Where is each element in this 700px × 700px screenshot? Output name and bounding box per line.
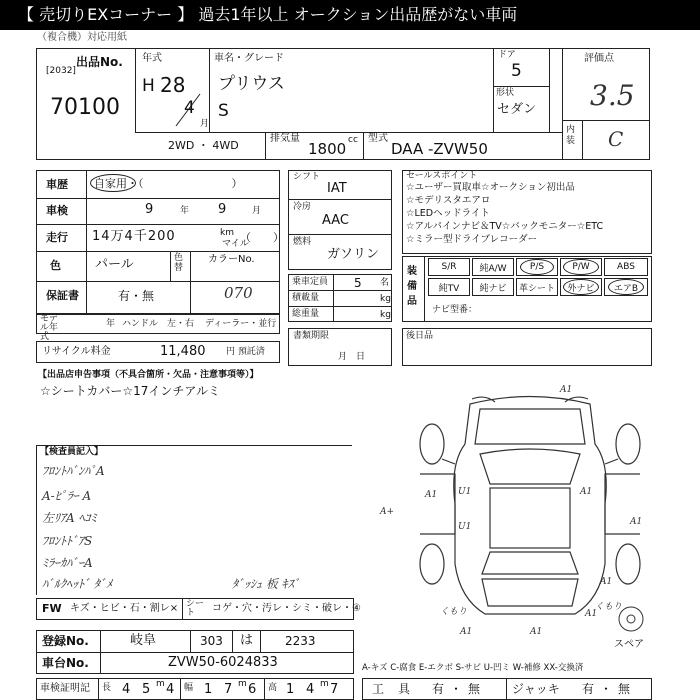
chassis-value: ZVW50-6024833: [168, 655, 278, 670]
navi-model-label: ナビ型番：: [432, 305, 478, 315]
interior-label: 内装: [566, 125, 576, 146]
circle-airbag: [608, 279, 644, 295]
dims-height-2: 4: [306, 682, 315, 697]
registration-label: 登録No.: [42, 634, 89, 648]
circle-ext-navi: [563, 279, 599, 295]
dims-height-3: 7: [330, 682, 339, 697]
inspector-line-5: ﾐﾗｰｶﾊﾞｰA: [42, 556, 93, 570]
kumori-left: くもり: [440, 607, 468, 617]
month-value: 4: [184, 98, 195, 118]
equip-airbag: エアB: [604, 278, 648, 296]
dims-length-3: 4: [166, 682, 175, 697]
registration-number: 2233: [285, 634, 316, 648]
sales-item-1: ☆ユーザー買取車☆オークション初出品: [406, 182, 575, 193]
recycle-value: 11,480: [160, 344, 206, 359]
color-value: パール: [95, 257, 134, 272]
fw-sheet-items: コゲ・穴・汚レ・シミ・破レ・④: [212, 603, 361, 614]
dims-width-3: 6: [248, 682, 257, 697]
circle-pw: [563, 259, 599, 275]
month-unit: 月: [200, 119, 210, 129]
dims-label: 車検証明記: [40, 683, 90, 694]
equip-pw: P/W: [560, 258, 602, 276]
type-label: 型式: [368, 133, 388, 144]
recycle-unit: 円 預託済: [226, 347, 265, 357]
color-label: 色: [50, 259, 61, 272]
warranty-value: 有・無: [118, 289, 155, 303]
spare-tire-icon: [616, 604, 646, 634]
cc-unit: cc: [348, 135, 358, 145]
displacement-value: 1800: [308, 140, 347, 158]
year-value: 28: [160, 73, 186, 97]
model-type: DAA -ZVW50: [391, 140, 488, 158]
capacity-label: 乗車定員: [292, 277, 329, 287]
docs-unit: 月 日: [338, 352, 366, 362]
mark-a1-br: A1: [585, 609, 598, 619]
lot-prefix: [2032]: [46, 66, 76, 76]
inspector-label: 【検査員記入】: [40, 447, 104, 457]
header-title: 【 売切りEXコーナー 】 過去1年以上 オークション出品歴がない車両: [18, 5, 518, 24]
notes-text: ☆シートカバー☆17インチアルミ: [40, 384, 220, 398]
mark-u1-b: U1: [458, 522, 472, 532]
mark-aplus-left: A+: [380, 507, 395, 517]
car-name: プリウス: [218, 74, 285, 94]
shift-label: シフト: [293, 172, 321, 182]
shape-value: セダン: [497, 102, 537, 117]
shift-value: IAT: [327, 181, 347, 196]
ac-value: AAC: [322, 213, 349, 228]
mileage-paren: （ ）: [240, 231, 284, 244]
car-damage-diagram: [380, 384, 650, 637]
jack-value: 有・無: [582, 682, 637, 696]
color-code-label: カラーNo.: [208, 254, 255, 265]
load-unit: kg: [380, 294, 391, 304]
sales-item-4: ☆アルパインナビ＆TV☆バックモニター☆ETC: [406, 221, 604, 232]
shape-label: 形状: [496, 88, 515, 98]
registration-pref: 岐阜: [130, 633, 157, 648]
dims-height-1: 1: [286, 682, 295, 697]
sales-label: セールスポイント: [406, 171, 478, 181]
dims-height-label: 高: [268, 683, 278, 693]
sales-item-3: ☆LEDヘッドライト: [406, 208, 490, 219]
year-label: 年式: [142, 53, 162, 64]
equip-leather: 革シート: [516, 278, 558, 296]
kumori-right: くもり: [595, 602, 623, 612]
recycle-label: リサイクル料金: [42, 346, 111, 357]
gross-unit: kg: [380, 310, 391, 320]
dims-width-label: 幅: [184, 683, 194, 693]
docs-label: 書類期限: [293, 331, 330, 341]
history-label: 車歴: [46, 178, 68, 191]
mark-a1-bl: A1: [460, 627, 473, 637]
tools-label: 工具: [372, 682, 425, 696]
rating-value: 3.5: [590, 79, 635, 112]
dims-length-m: m: [156, 679, 165, 689]
tools-value: 有・無: [432, 682, 487, 696]
chassis-label: 車台No.: [42, 656, 89, 670]
circle-ps: [520, 259, 554, 275]
registration-class: 303: [200, 634, 223, 648]
equip-abs: ABS: [604, 258, 648, 276]
equipment-label: 装備品: [407, 266, 417, 307]
model-dealer: ディーラー・並行: [205, 319, 277, 329]
sales-item-5: ☆ミラー型ドライブレコーダー: [406, 234, 538, 245]
mileage-label: 走行: [46, 231, 68, 244]
inspection-label: 車検: [46, 204, 68, 217]
model-suffix: 年: [106, 319, 116, 329]
dims-length-label: 長: [102, 683, 112, 693]
capacity-unit: 名: [380, 278, 390, 288]
rating-label: 評価点: [584, 53, 614, 64]
dims-height-m: m: [320, 679, 329, 689]
inspector-line-1: ﾌﾛﾝﾄﾊﾞﾝﾊﾟA: [42, 464, 105, 478]
inspector-line-7: ﾀﾞｯｼｭ 板 ｷｽﾞ: [232, 577, 300, 591]
mark-a1-bc: A1: [530, 627, 543, 637]
later-label: 後日品: [406, 331, 434, 341]
legend: A-キズ C-腐食 E-エクボ S-サビ U-凹ミ W-補修 XX-交換済: [362, 663, 584, 673]
ac-label: 冷房: [293, 202, 312, 212]
car-grade: S: [218, 101, 229, 121]
lot-number: 70100: [50, 95, 120, 120]
capacity-value: 5: [354, 276, 362, 290]
mark-a1-r3: A1: [600, 577, 613, 587]
registration-kana: は: [240, 633, 254, 648]
inspection-year-unit: 年: [180, 206, 190, 216]
equip-aw: 純A/W: [472, 258, 514, 276]
interior-value: C: [608, 127, 624, 151]
fuel-label: 燃料: [293, 237, 312, 247]
warranty-label: 保証書: [46, 289, 79, 302]
inspector-line-6: ﾊﾞﾙｸﾍｯﾄﾞ ﾀﾞﾒ: [42, 577, 112, 591]
equip-sr: S/R: [428, 258, 470, 276]
equip-ps: P/S: [516, 258, 558, 276]
displacement-label: 排気量: [270, 133, 300, 144]
history-value: 自家用・（ ）: [94, 177, 243, 190]
lot-label: 出品No.: [76, 55, 123, 69]
dims-length-1: 4: [122, 682, 131, 697]
repaint-label: 色替: [174, 253, 184, 273]
door-label: ドア: [498, 50, 516, 60]
model-label: モデル年式: [40, 314, 59, 342]
fw-items: キズ・ヒビ・石・割レ×: [70, 603, 179, 614]
later-box: [402, 328, 652, 366]
inspector-line-3: 左ﾘｱA ﾍｺﾐ: [42, 511, 97, 525]
jack-label: ジャッキ: [512, 682, 560, 696]
door-count: 5: [511, 61, 522, 81]
dims-width-2: 7: [224, 682, 233, 697]
fw-sheet-label: シート: [186, 599, 205, 618]
mark-a1-r2: A1: [580, 487, 593, 497]
equip-navi: 純ナビ: [472, 278, 514, 296]
inspector-line-4: ﾌﾛﾝﾄﾄﾞｱS: [42, 534, 93, 548]
multi-note: （複合機）対応用紙: [37, 32, 127, 43]
dims-width-1: 1: [204, 682, 213, 697]
inspector-line-2: A-ﾋﾟﾗｰ A: [42, 489, 92, 503]
drive-type: 2WD ・ 4WD: [168, 139, 239, 152]
mileage-value: 14万4千200: [92, 229, 176, 244]
dims-length-2: 5: [142, 682, 151, 697]
gross-label: 総重量: [292, 309, 320, 319]
inspection-month: 9: [218, 202, 227, 217]
load-label: 積載量: [292, 293, 320, 303]
color-code: 070: [224, 284, 253, 302]
inspection-year: 9: [145, 202, 154, 217]
equip-tv: 純TV: [428, 278, 470, 296]
fw-label: FW: [42, 602, 62, 615]
inspection-month-unit: 月: [252, 206, 262, 216]
model-handle: ハンドル 左・右: [122, 319, 195, 329]
dims-width-m: m: [238, 679, 247, 689]
sales-item-2: ☆モデリスタエアロ: [406, 195, 491, 206]
mark-u1-a: U1: [458, 487, 472, 497]
equip-ext-navi: 外ナビ: [560, 278, 602, 296]
mark-a1-left: A1: [425, 490, 438, 500]
mark-a1-right: A1: [630, 517, 643, 527]
name-label: 車名・グレード: [214, 53, 284, 64]
mileage-mile: マイル: [222, 239, 249, 249]
fuel-value: ガソリン: [327, 247, 380, 262]
mark-a1-top: A1: [560, 385, 573, 395]
mileage-km: km: [220, 228, 234, 238]
notes-label: 【出品店申告事項（不具合箇所・欠品・注意事項等）】: [38, 370, 259, 380]
year-era: H: [142, 76, 155, 96]
spare-label: スペア: [614, 639, 644, 650]
